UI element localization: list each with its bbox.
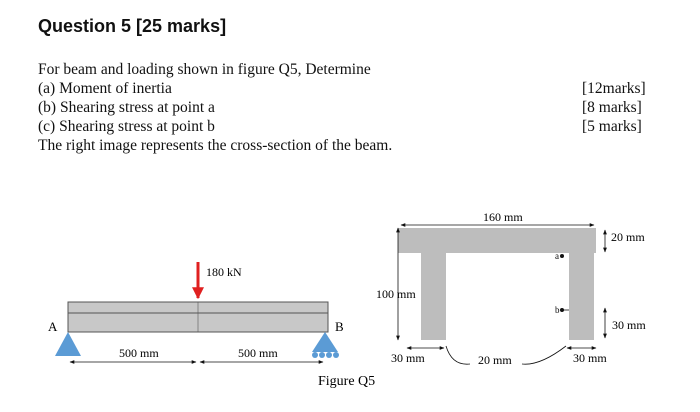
marks-part-b: [8 marks] (582, 99, 642, 116)
point-a-label: a (555, 251, 559, 261)
left-web-label: 30 mm (391, 351, 425, 365)
question-part-a: (a) Moment of inertia (38, 80, 172, 97)
roller (333, 352, 339, 358)
question-note: The right image represents the cross-section of the beam. (38, 137, 393, 154)
question-part-b: (b) Shearing stress at point a (38, 99, 215, 116)
support-b-label: B (335, 319, 344, 334)
question-part-c: (c) Shearing stress at point b (38, 118, 215, 135)
point-b-label: b (555, 305, 560, 315)
span-left-label: 500 mm (119, 346, 159, 360)
figure-caption: Figure Q5 (318, 374, 376, 389)
flange-thickness-label: 20 mm (611, 230, 645, 244)
right-web-label: 30 mm (573, 351, 607, 365)
gap-label: 20 mm (478, 353, 512, 367)
support-a (55, 332, 81, 356)
span-right-label: 500 mm (238, 346, 278, 360)
roller (319, 352, 325, 358)
cross-section-diagram (376, 210, 646, 367)
question-intro: For beam and loading shown in figure Q5, Determine (38, 61, 371, 78)
marks-part-a: [12marks] (582, 80, 646, 97)
section-flange (398, 228, 596, 253)
roller (312, 352, 318, 358)
load-label: 180 kN (206, 265, 242, 279)
bottom-right-label: 30 mm (612, 318, 646, 332)
top-width-label: 160 mm (483, 210, 523, 224)
section-right-web (569, 253, 594, 340)
roller (326, 352, 332, 358)
support-a-label: A (48, 319, 58, 334)
marks-part-c: [5 marks] (582, 118, 642, 135)
height-label: 100 mm (376, 287, 416, 301)
point-a-marker (560, 254, 564, 258)
question-title: Question 5 [25 marks] (38, 16, 227, 36)
beam-diagram (48, 262, 375, 389)
section-left-web (421, 253, 446, 340)
support-b (312, 332, 338, 352)
